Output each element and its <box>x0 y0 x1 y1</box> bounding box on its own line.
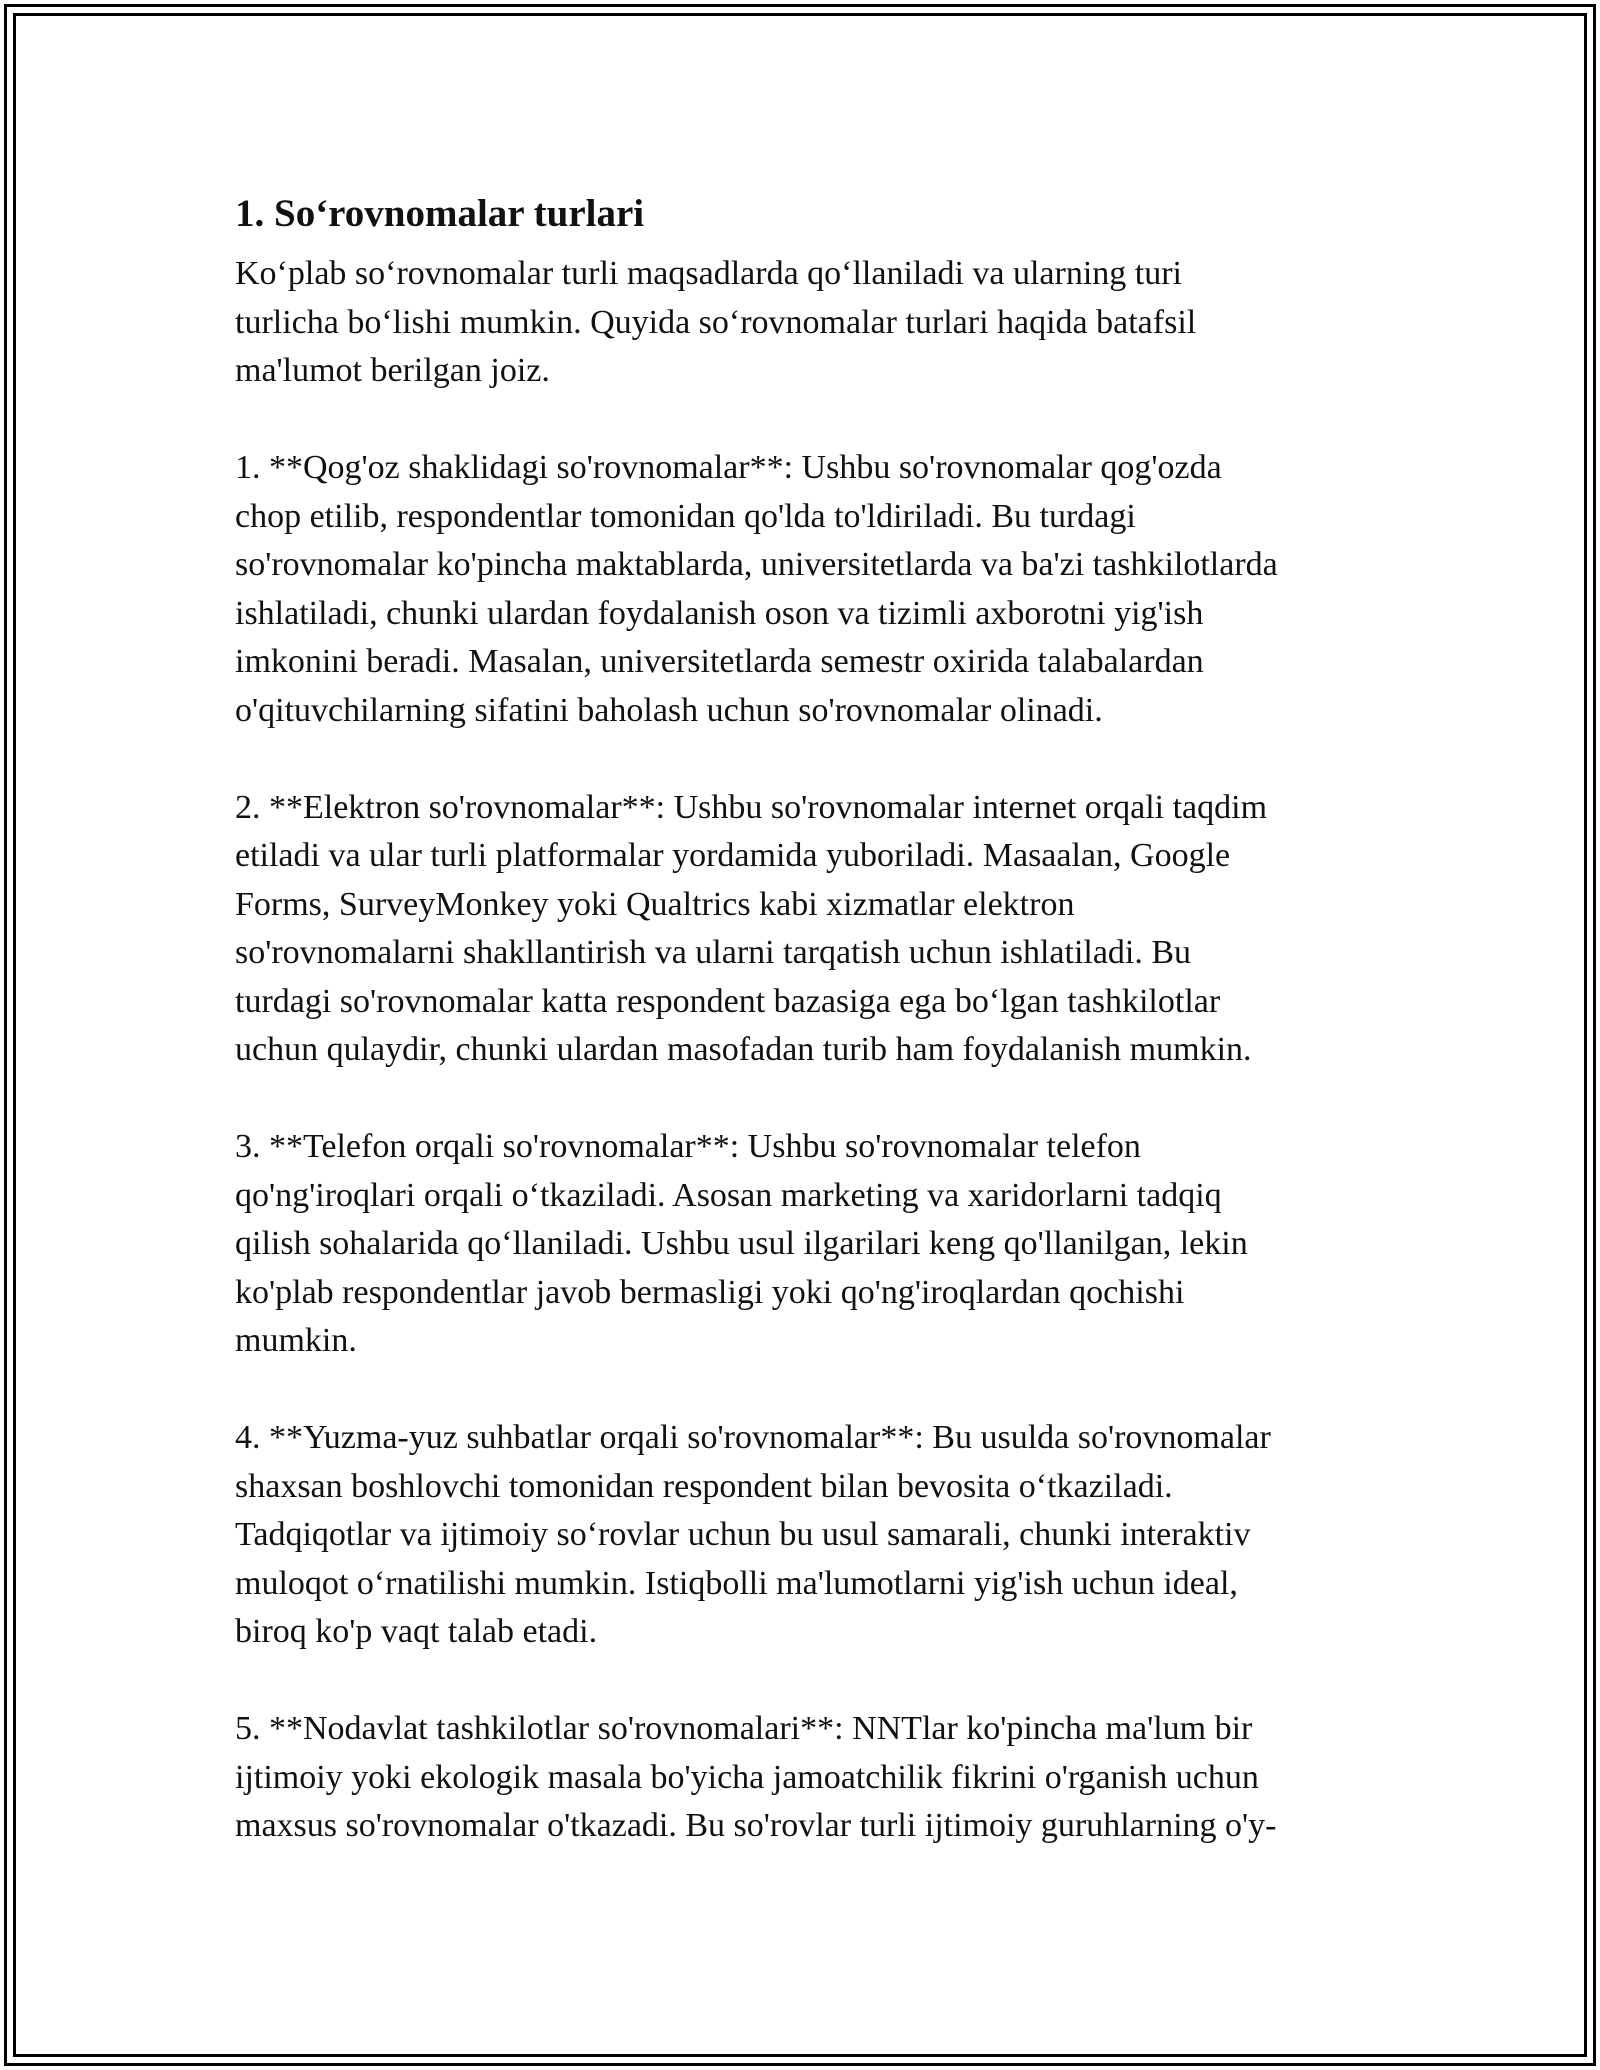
text-line: mumkin. <box>235 1322 357 1359</box>
text-line: so'rovnomalar ko'pincha maktablarda, universitetlarda va ba'zi tashkilotlarda <box>235 546 1278 583</box>
text-line: 1. **Qog'oz shaklidagi so'rovnomalar**: Ushbu so'rovnomalar qog'ozda <box>235 449 1222 486</box>
paragraph <box>235 784 1375 1075</box>
text-line: 5. **Nodavlat tashkilotlar so'rovnomalari**: NNTlar ko'pincha ma'lum bir <box>235 1710 1253 1747</box>
text-line: ishlatiladi, chunki ulardan foydalanish oson va tizimli axborotni yig'ish <box>235 594 1204 632</box>
text-line: qo'ng'iroqlari orqali o‘tkaziladi. Asosan marketing va xaridorlarni tadqiq <box>235 1176 1222 1214</box>
document-body <box>235 186 1375 1899</box>
text-line: so'rovnomalarni shakllantirish va ularni tarqatish uchun ishlatiladi. Bu <box>235 934 1192 971</box>
section-title: 1. So‘rovnomalar turlari <box>235 192 645 235</box>
text-line: shaxsan boshlovchi tomonidan respondent bilan bevosita o‘tkaziladi. <box>235 1467 1173 1505</box>
text-line: biroq ko'p vaqt talab etadi. <box>235 1613 598 1650</box>
text-line: o'qituvchilarning sifatini baholash uchun so'rovnomalar olinadi. <box>235 691 1103 729</box>
text-line: ijtimoiy yoki ekologik masala bo'yicha jamoatchilik fikrini o'rganish uchun <box>235 1758 1259 1796</box>
text-line: 3. **Telefon orqali so'rovnomalar**: Ushbu so'rovnomalar telefon <box>235 1128 1141 1165</box>
paragraph <box>235 1123 1375 1366</box>
paragraph <box>235 1414 1375 1657</box>
text-line: uchun qulaydir, chunki ulardan masofadan turib ham foydalanish mumkin. <box>235 1031 1252 1068</box>
text-line: Tadqiqotlar va ijtimoiy so‘rovlar uchun bu usul samarali, chunki interaktiv <box>235 1516 1251 1553</box>
text-line: ma'lumot berilgan joiz. <box>235 352 550 389</box>
paragraph <box>235 444 1375 735</box>
text-line: imkonini beradi. Masalan, universitetlarda semestr oxirida talabalardan <box>235 643 1204 680</box>
text-line: qilish sohalarida qo‘llaniladi. Ushbu usul ilgarilari keng qo'llanilgan, lekin <box>235 1225 1248 1262</box>
paragraph <box>235 250 1375 396</box>
text-line: Ko‘plab so‘rovnomalar turli maqsadlarda qo‘llaniladi va ularning turi <box>235 255 1183 292</box>
text-line: maxsus so'rovnomalar o'tkazadi. Bu so'rovlar turli ijtimoiy guruhlarning o'y- <box>235 1807 1277 1844</box>
text-line: 4. **Yuzma-yuz suhbatlar orqali so'rovnomalar**: Bu usulda so'rovnomalar <box>235 1419 1271 1456</box>
text-line: chop etilib, respondentlar tomonidan qo'lda to'ldiriladi. Bu turdagi <box>235 497 1136 535</box>
paragraph-list <box>235 250 1375 1851</box>
text-line: turdagi so'rovnomalar katta respondent bazasiga ega bo‘lgan tashkilotlar <box>235 982 1221 1020</box>
text-line: etiladi va ular turli platformalar yordamida yuboriladi. Masaalan, Google <box>235 837 1231 874</box>
text-line: ko'plab respondentlar javob bermasligi yoki qo'ng'iroqlardan qochishi <box>235 1273 1185 1311</box>
paragraph <box>235 1705 1375 1851</box>
text-line: turlicha bo‘lishi mumkin. Quyida so‘rovnomalar turlari haqida batafsil <box>235 303 1197 341</box>
text-line: muloqot o‘rnatilishi mumkin. Istiqbolli ma'lumotlarni yig'ish uchun ideal, <box>235 1564 1238 1602</box>
text-line: 2. **Elektron so'rovnomalar**: Ushbu so'rovnomalar internet orqali taqdim <box>235 788 1268 826</box>
text-line: Forms, SurveyMonkey yoki Qualtrics kabi xizmatlar elektron <box>235 885 1075 923</box>
